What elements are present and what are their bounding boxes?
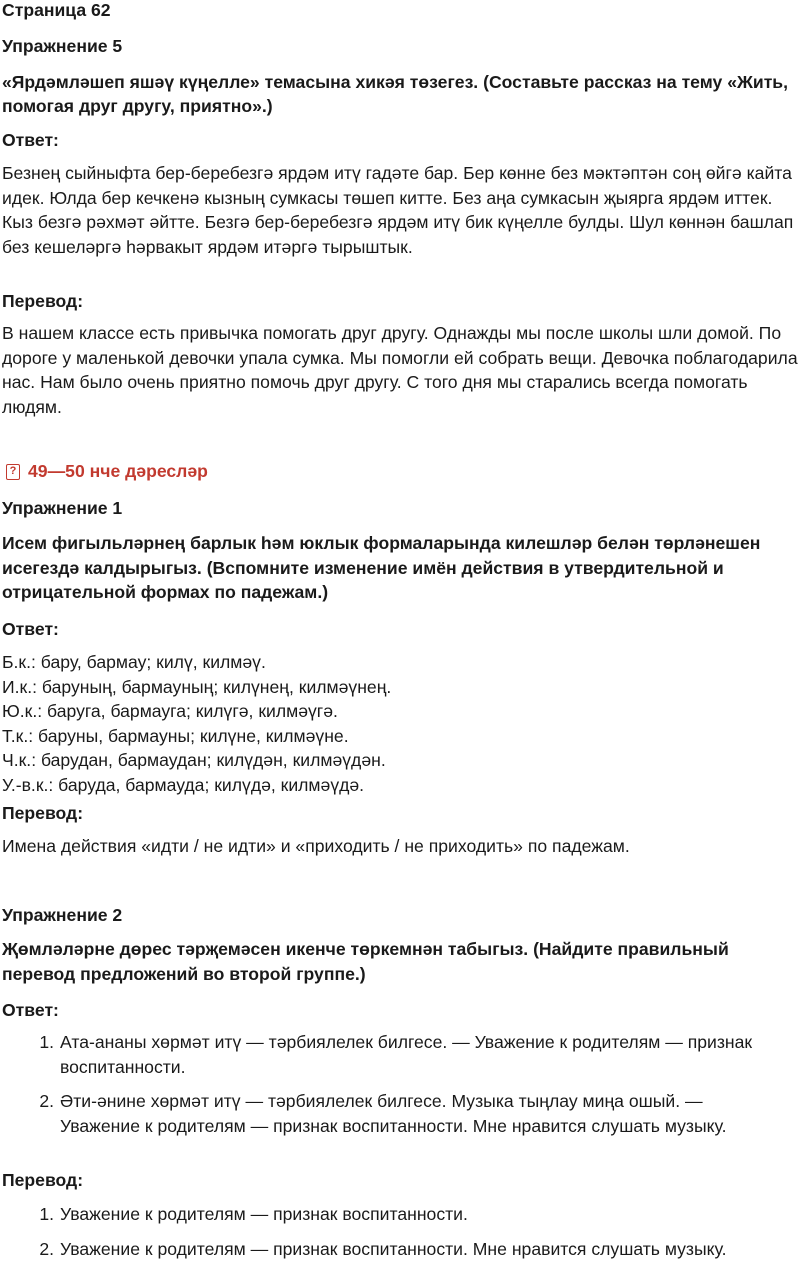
exercise-2-answer-label: Ответ:	[2, 1000, 59, 1020]
list-item-text: Әти-әнине хөрмәт итү — тәрбиялелек билгесе. Музыка тыңлау миңа ошый. — Уважение к родителям — признак воспитанности. Мне нравится слушать музыку.	[60, 1091, 727, 1136]
list-item	[2, 1202, 800, 1227]
exercise-1-answer-list	[2, 650, 800, 797]
list-item-number: 1.	[39, 1204, 54, 1224]
page-title: Страница 62	[2, 0, 111, 20]
list-item-text: Уважение к родителям — признак воспитанности.	[60, 1204, 468, 1224]
list-item	[2, 1030, 800, 1079]
list-item-number: 1.	[39, 1032, 54, 1052]
list-item-number: 2.	[39, 1091, 54, 1111]
list-item-text: Уважение к родителям — признак воспитанности. Мне нравится слушать музыку.	[60, 1238, 727, 1259]
exercise-2-translation-list	[2, 1202, 800, 1261]
case-line: Ю.к.: баруга, бармауга; килүгә, килмәүгә.	[2, 701, 338, 721]
case-line: Т.к.: баруны, бармауны; килүне, килмәүне.	[2, 725, 349, 746]
exercise-5-answer-text: Безнең сыйныфта бер-беребезгә ярдәм итү гадәте бар. Бер көнне без мәктәптән соң өйгә кайта идек. Юлда бер кечкенә кызның сумкасы төшеп китте. Без аңа сумкасын җыярга ярдәм иттек. Кыз безгә рәхмәт әйтте. Безгә бер-беребезгә ярдәм итү бик күңелле булды. Шул көннән башлап без кешеләргә һәрвакыт ярдәм итәргә тырыштык.	[2, 163, 794, 257]
exercise-5-translation-label: Перевод:	[2, 291, 84, 311]
case-line: У.-в.к.: баруда, бармауда; килүдә, килмәүдә.	[2, 774, 365, 795]
exercise-1-title: Упражнение 1	[2, 498, 123, 518]
exercise-1-translation-label: Перевод:	[2, 803, 84, 823]
exercise-1-task: Исем фигыльләрнең барлык һәм юклык формаларында килешләр белән төрләнешен исегездә калдырыгыз. (Вспомните изменение имён действия в утвердительной и отрицательной формах по падежам.)	[2, 533, 761, 602]
exercise-2-translation-label: Перевод:	[2, 1170, 84, 1190]
exercise-5-answer-label: Ответ:	[2, 130, 59, 150]
list-item	[2, 1237, 800, 1262]
lesson-heading	[2, 461, 800, 482]
lesson-title: 49—50 нче дәресләр	[28, 461, 208, 481]
exercise-5-translation-text: В нашем классе есть привычка помогать друг другу. Однажды мы после школы шли домой. По дороге у маленькой девочки упала сумка. Мы помогли ей собрать вещи. Девочка поблагодарила нас. Нам было очень приятно помочь друг другу. С того дня мы старались всегда помогать людям.	[2, 323, 798, 417]
list-item	[2, 1089, 800, 1138]
exercise-2-title: Упражнение 2	[2, 905, 123, 925]
list-item-text: Ата-ананы хөрмәт итү — тәрбиялелек билгесе. — Уважение к родителям — признак воспитанности.	[60, 1032, 753, 1077]
exercise-2-answer-list	[2, 1030, 800, 1138]
list-item-number: 2.	[39, 1238, 54, 1259]
question-box-icon: ?	[6, 464, 20, 480]
case-line: И.к.: баруның, бармауның; килүнең, килмәүнең.	[2, 676, 392, 697]
exercise-5-task: «Ярдәмләшеп яшәү күңелле» темасына хикәя төзегез. (Составьте рассказ на тему «Жить, помогая друг другу, приятно».)	[2, 72, 789, 116]
case-line: Б.к.: бару, бармау; килү, килмәү.	[2, 652, 266, 672]
exercise-1-answer-label: Ответ:	[2, 619, 59, 639]
case-line: Ч.к.: барудан, бармаудан; килүдән, килмәүдән.	[2, 750, 386, 770]
exercise-2-task: Җөмләләрне дөрес тәрҗемәсен икенче төркемнән табыгыз. (Найдите правильный перевод предложений во второй группе.)	[2, 939, 729, 984]
exercise-1-translation-text: Имена действия «идти / не идти» и «приходить / не приходить» по падежам.	[2, 836, 630, 856]
exercise-5-title: Упражнение 5	[2, 36, 123, 56]
